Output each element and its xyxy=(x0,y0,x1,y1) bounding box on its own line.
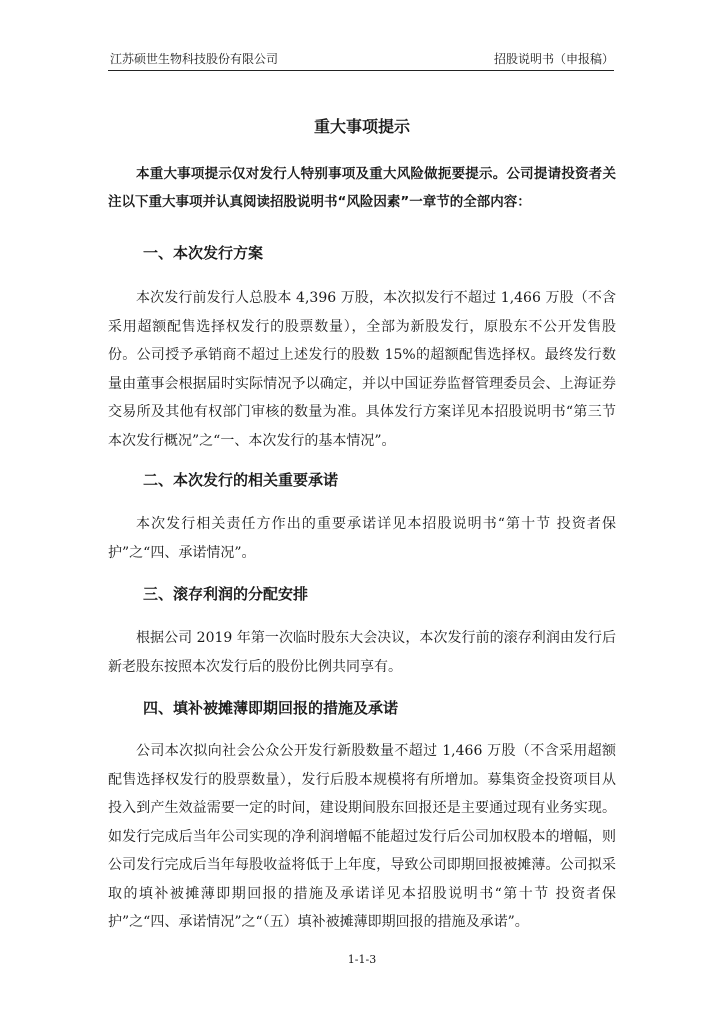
header-divider xyxy=(108,70,614,71)
section-3-heading: 三、滚存利润的分配安排 xyxy=(143,585,309,603)
section-4-heading: 四、填补被摊薄即期回报的措施及承诺 xyxy=(143,699,399,717)
section-4-body: 公司本次拟向社会公众公开发行新股数量不超过 1,466 万股（不含采用超额配售选择权发行的股票数量），发行后股本规模将有所增加。募集资金投资项目从投入到产生效益需要一定的时间，建设期间股东回报还是主要通过现有业务实现。如发行完成后当年公司实现的净利润增幅不能超过发行后公司加权股本的增幅，则公司发行完成后当年每股收益将低于上年度，导致公司即期回报被摊薄。公司拟采取的填补被摊薄即期回报的措施及承诺详见本招股说明书“第十节 投资者保护”之“四、承诺情况”之“（五）填补被摊薄即期回报的措施及承诺”。 xyxy=(108,743,616,930)
header-document-type: 招股说明书（申报稿） xyxy=(493,52,614,66)
section-1-heading: 一、本次发行方案 xyxy=(143,244,264,262)
page-number: 1-1-3 xyxy=(347,953,377,966)
section-3-body: 根据公司 2019 年第一次临时股东大会决议，本次发行前的滚存利润由发行后新老股东按照本次发行后的股份比例共同享有。 xyxy=(108,630,616,675)
section-1-body: 本次发行前发行人总股本 4,396 万股，本次拟发行不超过 1,466 万股（不含采用超额配售选择权发行的股票数量），全部为新股发行，原股东不公开发售股份。公司授予承销商不超过上述发行的股数 15%的超额配售选择权。最终发行数量由董事会根据届时实际情况予以确定，并以中国证券监督管理委员会、上海证券交易所及其他有权部门审核的数量为准。具体发行方案详见本招股说明书“第三节 本次发行概况”之“一、本次发行的基本情况”。 xyxy=(108,290,616,449)
intro-paragraph: 本重大事项提示仅对发行人特别事项及重大风险做扼要提示。公司提请投资者关注以下重大事项并认真阅读招股说明书“风险因素”一章节的全部内容： xyxy=(108,166,616,210)
header-company-name: 江苏硕世生物科技股份有限公司 xyxy=(110,52,279,66)
section-2-body: 本次发行相关责任方作出的重要承诺详见本招股说明书“第十节 投资者保护”之“四、承诺情况”。 xyxy=(108,516,616,561)
page-header xyxy=(108,50,614,68)
section-2-heading: 二、本次发行的相关重要承诺 xyxy=(143,471,339,489)
page-title: 重大事项提示 xyxy=(313,117,410,136)
